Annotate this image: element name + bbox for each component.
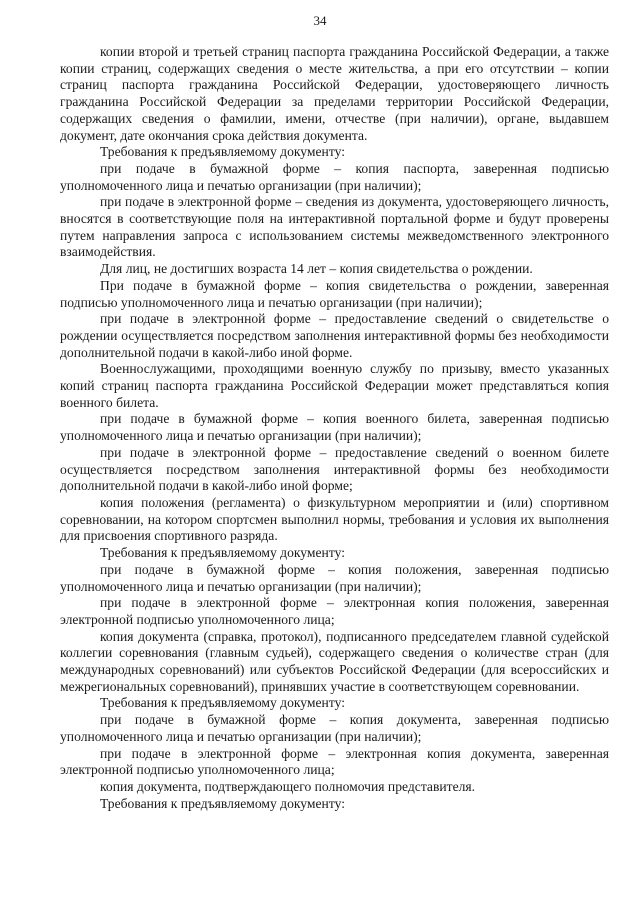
paragraph: Для лиц, не достигших возраста 14 лет – копия свидетельства о рождении.: [100, 261, 533, 277]
paragraph: при подаче в электронной форме – предоставление сведений о свидетельстве о рождении осуществляется посредством заполнения интерактивной формы без необходимости дополнительной подачи в какой-либо иной форме.: [60, 311, 609, 360]
paragraph: при подаче в электронной форме – электронная копия документа, заверенная электронной подписью уполномоченного лица;: [60, 745, 609, 778]
page-number: 34: [313, 13, 327, 28]
paragraph: при подаче в бумажной форме – копия положения, заверенная подписью уполномоченного лица и печатью организации (при наличии);: [60, 561, 609, 594]
paragraph: копия документа, подтверждающего полномочия представителя.: [100, 778, 476, 794]
paragraph: при подаче в бумажной форме – копия документа, заверенная подписью уполномоченного лица и печатью организации (при наличии);: [60, 712, 609, 744]
paragraph: копия документа (справка, протокол), подписанного председателем главной судейской коллегии соревнования (главным судьей), содержащего сведения о количестве стран (для международных соревнований) или субъектов Российской Федерации (для всероссийских и межрегиональных соревнований), принявших участие в соответствующем соревновании.: [60, 628, 609, 694]
paragraph: Требования к предъявляемому документу:: [100, 545, 345, 561]
paragraph: при подаче в электронной форме – предоставление сведений о военном билете осуществляется посредством заполнения интерактивной формы без необходимости дополнительной подачи в какой-либо иной форме;: [60, 444, 609, 494]
paragraph: Требования к предъявляемому документу:: [100, 795, 345, 811]
paragraph: при подаче в электронной форме – электронная копия положения, заверенная электронной подписью уполномоченного лица;: [60, 595, 609, 627]
paragraph: при подаче в электронной форме – сведения из документа, удостоверяющего личность, вносятся в соответствующие поля на интерактивной портальной форме и будут проверены путем направления запроса с использованием системы межведомственного электронного взаимодействия.: [60, 194, 609, 260]
paragraph: при подаче в бумажной форме – копия паспорта, заверенная подписью уполномоченного лица и печатью организации (при наличии);: [60, 160, 609, 193]
paragraph: копии второй и третьей страниц паспорта гражданина Российской Федерации, а также копии страниц, содержащих сведения о месте жительства, а при его отсутствии – копии страниц паспорта гражданина Российской Федерации, удостоверяющего личность гражданина Российской Федерации за пределами территории Российской Федерации, содержащих сведения о фамилии, имени, отчестве (при наличии), органе, выдавшем документ, дате окончания срока действия документа.: [60, 44, 609, 143]
document-body: [60, 44, 609, 812]
paragraph: копия положения (регламента) о физкультурном мероприятии и (или) спортивном соревновании, на котором спортсмен выполнил нормы, требования и условия их выполнения для присвоения спортивного разряда.: [60, 494, 609, 544]
paragraph: Требования к предъявляемому документу:: [100, 695, 345, 711]
paragraph: При подаче в бумажной форме – копия свидетельства о рождении, заверенная подписью уполномоченного лица и печатью организации (при наличии);: [60, 277, 609, 310]
paragraph: при подаче в бумажной форме – копия военного билета, заверенная подписью уполномоченного лица и печатью организации (при наличии);: [60, 411, 609, 444]
paragraph: Требования к предъявляемому документу:: [100, 144, 345, 160]
paragraph: Военнослужащими, проходящими военную службу по призыву, вместо указанных копий страниц паспорта гражданина Российской Федерации может представляться копия военного билета.: [60, 361, 609, 410]
